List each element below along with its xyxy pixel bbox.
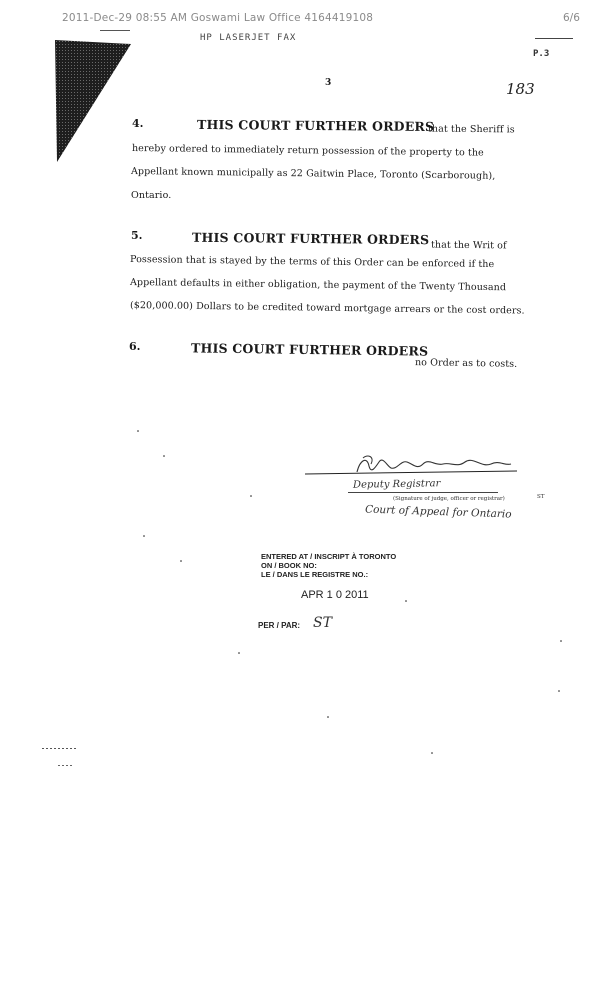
paragraph-5-heading: THIS COURT FURTHER ORDERS	[191, 229, 430, 248]
fax-page-ref: P.3	[533, 49, 550, 59]
stamp-per-label: PER / PAR:	[258, 621, 301, 630]
scan-artifact-triangle	[55, 40, 135, 165]
scan-speck	[250, 495, 252, 497]
handwritten-deputy-registrar: Deputy Registrar	[352, 478, 441, 491]
scan-dash-mark	[58, 765, 74, 766]
paragraph-5-line: that the Writ of	[430, 239, 507, 252]
handwritten-court-name: Court of Appeal for Ontario	[364, 503, 512, 521]
paragraph-5-number: 5.	[131, 229, 143, 242]
signature-rule	[348, 492, 498, 493]
paragraph-4-line: Appellant known municipally as 22 Gaitwin Place, Toronto (Scarborough),	[130, 166, 496, 182]
handwritten-page-number: 183	[506, 80, 535, 98]
scan-speck	[137, 430, 139, 432]
scan-speck	[558, 690, 560, 692]
stamp-registre-no: LE / DANS LE REGISTRE NO.:	[261, 570, 369, 579]
scan-speck	[180, 560, 182, 562]
scan-speck	[238, 652, 240, 654]
scan-speck	[560, 640, 562, 642]
paragraph-5-line: ($20,000.00) Dollars to be credited toward mortgage arrears or the cost orders.	[129, 300, 525, 317]
scan-speck	[163, 455, 165, 457]
signature-caption: (Signature of judge, officer or registrar)	[393, 496, 505, 502]
paragraph-4-heading: THIS COURT FURTHER ORDERS	[196, 116, 435, 135]
paragraph-5-line: Appellant defaults in either obligation, the payment of the Twenty Thousand	[129, 277, 507, 294]
paragraph-5-line: Possession that is stayed by the terms of this Order can be enforced if the	[129, 254, 495, 271]
paragraph-6-heading: THIS COURT FURTHER ORDERS	[190, 340, 429, 359]
scan-speck	[143, 535, 145, 537]
page-number: 3	[325, 78, 332, 88]
stamp-book-no: ON / BOOK NO:	[261, 561, 317, 570]
header-rule-right	[535, 38, 573, 39]
signature-initials: ST	[537, 494, 545, 500]
scan-dash-mark	[42, 748, 78, 749]
stamp-date: APR 1 0 2011	[301, 589, 369, 601]
scan-speck	[327, 716, 329, 718]
paragraph-6-line: no Order as to costs.	[414, 357, 518, 370]
paragraph-4-number: 4.	[132, 117, 144, 130]
paragraph-4-line: hereby ordered to immediately return possession of the property to the	[131, 143, 484, 159]
stamp-entered-at: ENTERED AT / INSCRIPT À TORONTO	[261, 552, 397, 561]
fax-machine-line: HP LASERJET FAX	[200, 33, 297, 43]
paragraph-4-line: Ontario.	[131, 190, 172, 201]
fax-header-timestamp: 2011-Dec-29 08:55 AM Goswami Law Office 4164419108	[62, 12, 374, 24]
header-rule-left	[100, 30, 130, 31]
scan-speck	[431, 752, 433, 754]
paragraph-4-line: that the Sheriff is	[427, 123, 515, 136]
paragraph-6-number: 6.	[129, 340, 141, 353]
stamp-per-initials: ST	[313, 615, 332, 631]
fax-page-indicator: 6/6	[563, 12, 580, 24]
scan-speck	[405, 600, 407, 602]
